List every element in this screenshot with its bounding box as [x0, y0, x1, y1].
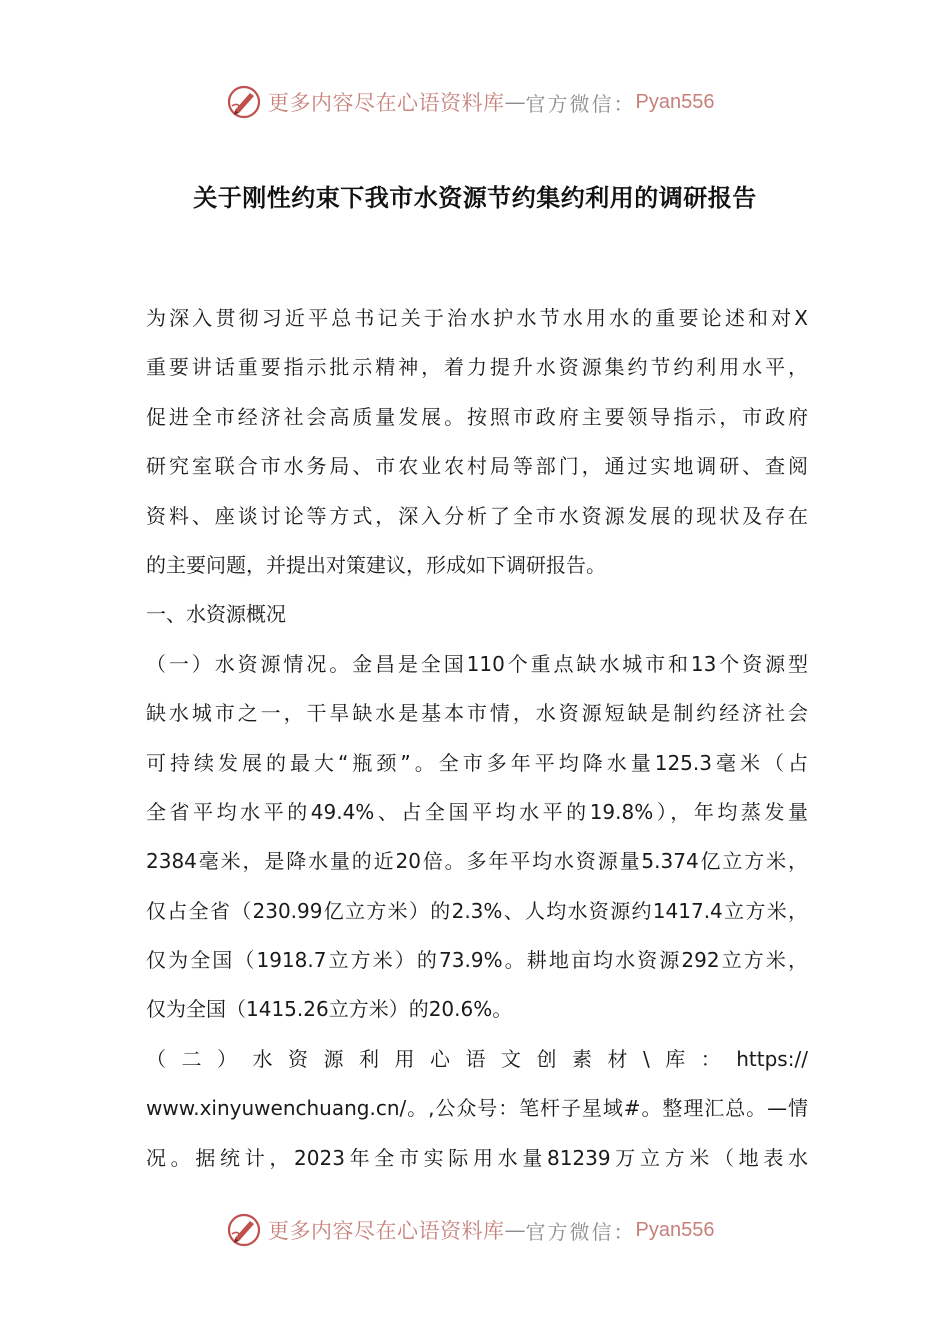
body-text-line: 仅占全省（230.99亿立方米）的2.3%、人均水资源约1417.4立方米， — [146, 898, 808, 923]
body-text-line: 研究室联合市水务局、市农业农村局等部门，通过实地调研、查阅 — [146, 454, 808, 479]
body-text-line: 为深入贯彻习近平总书记关于治水护水节水用水的重要论述和对X — [146, 306, 808, 330]
body-text-line: www.xinyuwenchuang.cn/。,公众号：笔杆子星域#。整理汇总。—情 — [146, 1096, 808, 1121]
pen-logo-icon — [226, 84, 262, 120]
body-text-line: 缺水城市之一，干旱缺水是基本市情，水资源短缺是制约经济社会 — [146, 701, 808, 726]
body-text-line: 一、水资源概况 — [146, 602, 286, 627]
footer-watermark-banner — [226, 1210, 714, 1250]
body-text-line: 重要讲话重要指示批示精神，着力提升水资源集约节约利用水平， — [146, 355, 808, 380]
body-text-line: 资料、座谈讨论等方式，深入分析了全市水资源发展的现状及存在 — [146, 503, 808, 528]
banner-library-text: 更多内容尽在心语资料库 — [268, 91, 505, 115]
banner-separator: — — [504, 1218, 526, 1242]
banner-library-text: 更多内容尽在心语资料库 — [268, 1219, 505, 1243]
body-text-line: 的主要问题，并提出对策建议，形成如下调研报告。 — [146, 552, 606, 577]
body-text-line: 2384毫米，是降水量的近20倍。多年平均水资源量5.374亿立方米， — [146, 849, 808, 874]
pen-logo-icon — [226, 1212, 262, 1248]
document-body — [146, 294, 808, 1183]
banner-wechat-id: Pyan556 — [635, 90, 715, 113]
body-text-line: 况。据统计，2023年全市实际用水量81239万立方米（地表水 — [146, 1145, 808, 1170]
body-text-line: （ 二 ） 水 资 源 利 用 心 语 文 创 素 材 \ 库 ： https:// — [146, 1046, 808, 1071]
document-title: 关于刚性约束下我市水资源节约集约利用的调研报告 — [193, 184, 757, 212]
header-watermark-banner — [226, 82, 714, 122]
body-text-line: 可持续发展的最大“瓶颈”。全市多年平均降水量125.3毫米（占 — [146, 750, 808, 775]
body-text-line: 仅为全国（1918.7立方米）的73.9%。耕地亩均水资源292立方米， — [146, 948, 808, 973]
body-text-line: 仅为全国（1415.26立方米）的20.6%。 — [146, 997, 513, 1022]
banner-wechat-label: 官方微信： — [525, 1219, 636, 1244]
banner-wechat-id: Pyan556 — [635, 1218, 715, 1241]
body-text-line: 促进全市经济社会高质量发展。按照市政府主要领导指示，市政府 — [146, 404, 808, 429]
body-text-line: （一）水资源情况。金昌是全国110个重点缺水城市和13个资源型 — [146, 651, 808, 676]
banner-separator: — — [504, 90, 526, 114]
banner-wechat-label: 官方微信： — [525, 91, 636, 116]
body-text-line: 全省平均水平的49.4%、占全国平均水平的19.8%），年均蒸发量 — [146, 799, 808, 824]
